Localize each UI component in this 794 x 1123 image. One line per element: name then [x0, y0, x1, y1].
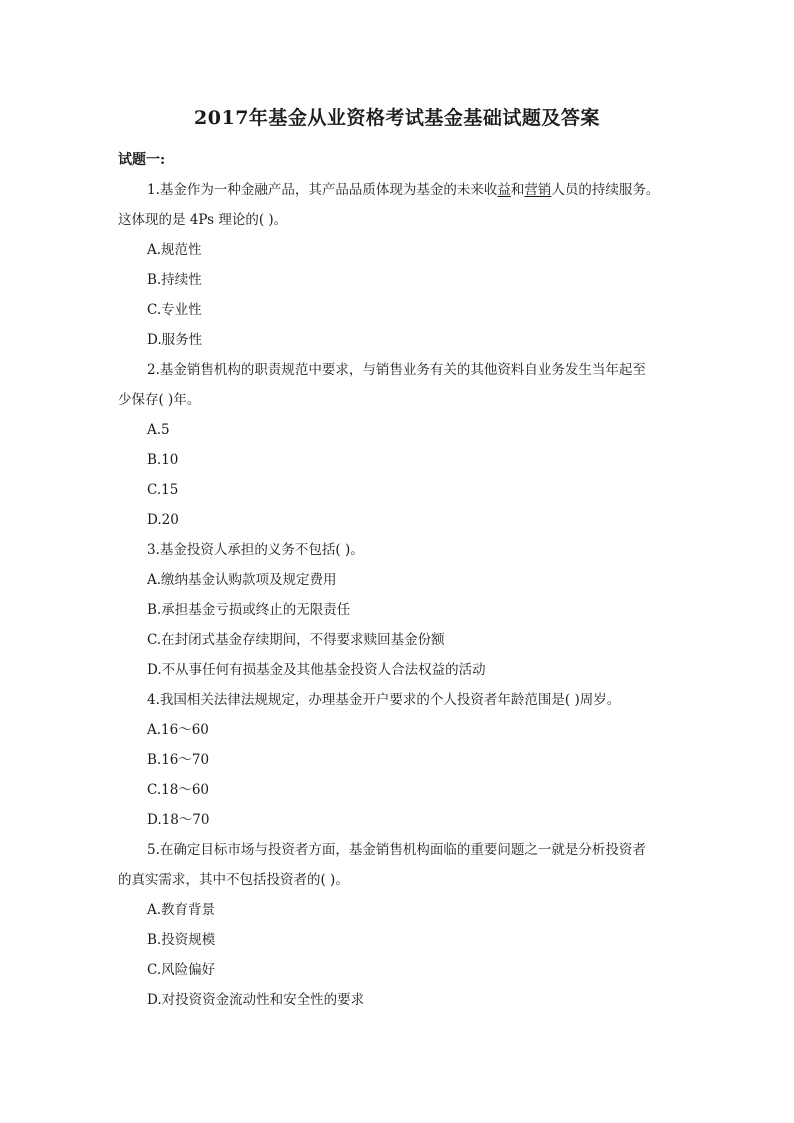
question-5-option-b: B.投资规模 — [147, 932, 216, 948]
question-1-option-b: B.持续性 — [147, 272, 202, 288]
question-5-option-d: D.对投资资金流动性和安全性的要求 — [147, 992, 365, 1008]
question-1-text: 1.基金作为一种金融产品，其产品品质体现为基金的未来收益和营销人员的持续服务。 — [147, 182, 660, 198]
question-4-option-c: C.18～60 — [147, 782, 209, 798]
question-2-text: 2.基金销售机构的职责规范中要求，与销售业务有关的其他资料自业务发生当年起至 — [147, 362, 646, 378]
question-2-option-a: A.5 — [147, 422, 170, 438]
question-4-option-d: D.18～70 — [147, 812, 210, 828]
question-4-text: 4.我国相关法律法规规定，办理基金开户要求的个人投资者年龄范围是( )周岁。 — [147, 692, 621, 708]
question-5-text: 5.在确定目标市场与投资者方面，基金销售机构面临的重要问题之一就是分析投资者 — [147, 842, 646, 858]
question-5-option-a: A.教育背景 — [147, 902, 216, 918]
underlined-word: 营销 — [524, 182, 552, 198]
document-title: 2017年基金从业资格考试基金基础试题及答案 — [194, 107, 600, 129]
question-4-option-b: B.16～70 — [147, 752, 210, 768]
question-3-option-b: B.承担基金亏损或终止的无限责任 — [147, 602, 351, 618]
question-2-text-continued: 少保存( )年。 — [118, 392, 201, 408]
question-3-text: 3.基金投资人承担的义务不包括( )。 — [147, 542, 364, 558]
question-5-text-continued: 的真实需求，其中不包括投资者的( )。 — [118, 872, 349, 888]
question-1-option-a: A.规范性 — [147, 242, 202, 258]
section-heading: 试题一: — [118, 152, 166, 168]
question-2-option-b: B.10 — [147, 452, 179, 468]
question-1-text-continued: 这体现的是 4Ps 理论的( )。 — [118, 212, 288, 228]
question-1-option-d: D.服务性 — [147, 332, 203, 348]
question-1-option-c: C.专业性 — [147, 302, 202, 318]
question-2-option-d: D.20 — [147, 512, 179, 528]
question-3-option-a: A.缴纳基金认购款项及规定费用 — [147, 572, 337, 588]
underlined-word: 益 — [497, 182, 511, 198]
question-2-option-c: C.15 — [147, 482, 179, 498]
question-3-option-d: D.不从事任何有损基金及其他基金投资人合法权益的活动 — [147, 662, 486, 678]
question-4-option-a: A.16～60 — [147, 722, 209, 738]
question-3-option-c: C.在封闭式基金存续期间，不得要求赎回基金份额 — [147, 632, 445, 648]
question-5-option-c: C.风险偏好 — [147, 962, 216, 978]
